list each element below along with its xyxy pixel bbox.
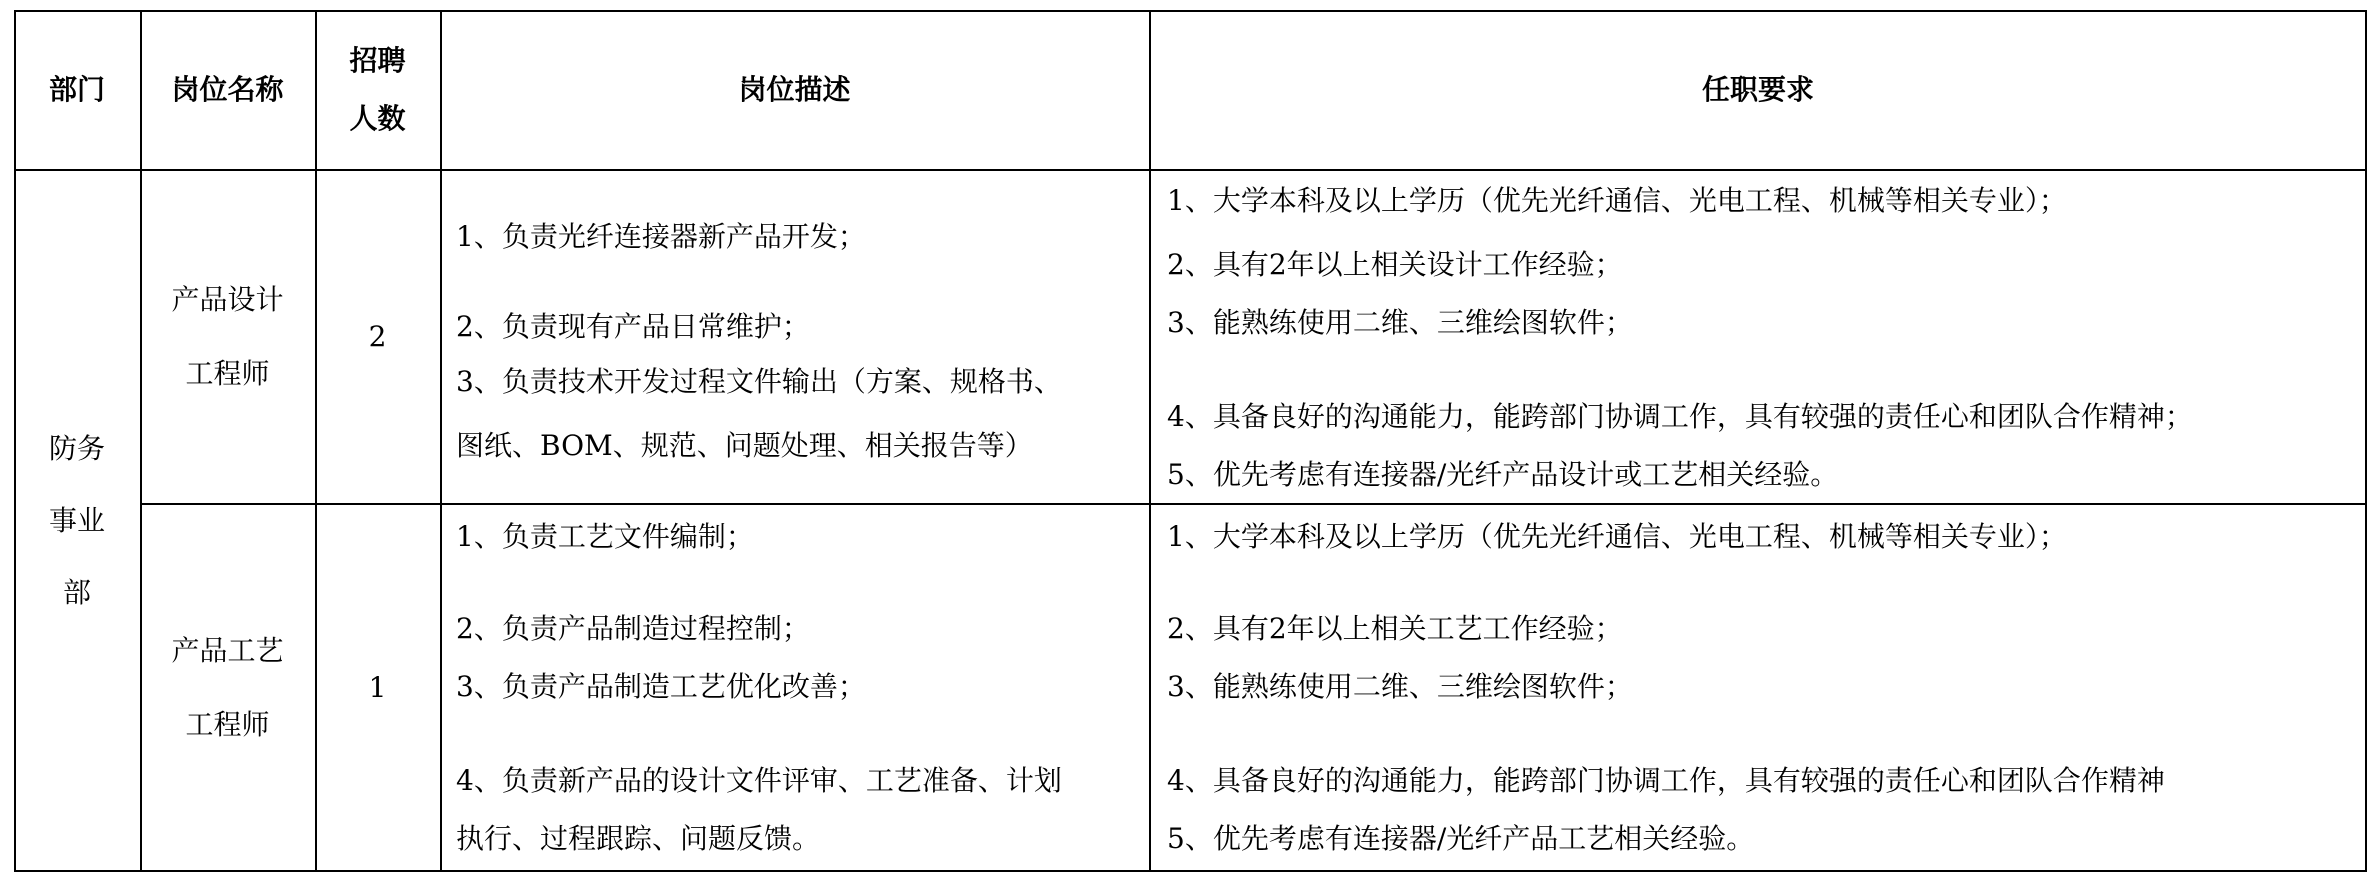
position-cell (140, 170, 315, 504)
position-name-line: 工程师 (185, 708, 270, 741)
requirements-cell (1167, 10, 2362, 872)
header-requirements-label: 任职要求 (1701, 73, 1814, 106)
header-count-line2: 人数 (349, 102, 406, 135)
requirement-line: 2、具有2年以上相关设计工作经验； (1167, 248, 1623, 281)
requirement-line: 2、具有2年以上相关工艺工作经验； (1167, 612, 1623, 645)
position-name-line: 产品设计 (171, 283, 284, 316)
description-line: 2、负责产品制造过程控制； (456, 612, 810, 645)
header-count-line1: 招聘 (349, 44, 406, 77)
description-line: 3、负责技术开发过程文件输出（方案、规格书、 (456, 365, 1062, 398)
headcount-cell (315, 504, 440, 872)
description-line: 1、负责工艺文件编制； (456, 520, 754, 553)
position-name-line: 工程师 (185, 357, 270, 390)
description-cell (456, 10, 1146, 872)
header-dept (14, 10, 140, 170)
requirement-line: 1、大学本科及以上学历（优先光纤通信、光电工程、机械等相关专业）； (1167, 184, 2067, 217)
requirement-line: 1、大学本科及以上学历（优先光纤通信、光电工程、机械等相关专业）； (1167, 520, 2067, 553)
requirement-line: 4、具备良好的沟通能力，能跨部门协调工作，具有较强的责任心和团队合作精神； (1167, 400, 2193, 433)
requirement-line: 5、优先考虑有连接器/光纤产品设计或工艺相关经验。 (1167, 458, 1839, 491)
header-position-label: 岗位名称 (171, 73, 284, 106)
headcount-cell (315, 170, 440, 504)
description-line: 图纸、BOM、规范、问题处理、相关报告等） (456, 429, 1033, 462)
header-count (315, 10, 440, 170)
dept-name-line: 部 (62, 576, 91, 609)
position-name-line: 产品工艺 (171, 634, 284, 667)
headcount-value: 2 (368, 320, 387, 353)
dept-name-line: 事业 (48, 504, 105, 537)
header-position (140, 10, 315, 170)
requirement-line: 5、优先考虑有连接器/光纤产品工艺相关经验。 (1167, 822, 1755, 855)
description-line: 1、负责光纤连接器新产品开发； (456, 220, 866, 253)
header-dept-label: 部门 (48, 73, 105, 106)
requirement-line: 3、能熟练使用二维、三维绘图软件； (1167, 670, 1633, 703)
dept-name-line: 防务 (48, 432, 105, 465)
description-line: 3、负责产品制造工艺优化改善； (456, 670, 866, 703)
description-line: 4、负责新产品的设计文件评审、工艺准备、计划 (456, 764, 1062, 797)
recruitment-table (14, 10, 2367, 872)
requirement-line: 4、具备良好的沟通能力，能跨部门协调工作，具有较强的责任心和团队合作精神 (1167, 764, 2165, 797)
position-cell (140, 504, 315, 872)
header-description-label: 岗位描述 (738, 73, 851, 106)
dept-cell (14, 170, 140, 872)
description-line: 2、负责现有产品日常维护； (456, 310, 810, 343)
description-line: 执行、过程跟踪、问题反馈。 (456, 822, 821, 855)
headcount-value: 1 (368, 671, 387, 704)
requirement-line: 3、能熟练使用二维、三维绘图软件； (1167, 306, 1633, 339)
